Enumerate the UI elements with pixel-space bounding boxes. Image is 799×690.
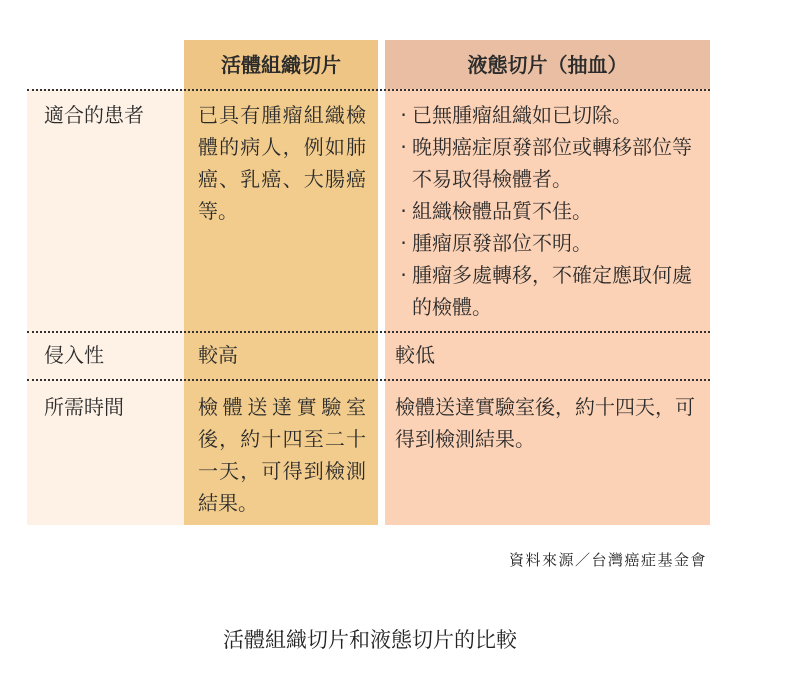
column-gap [378,379,385,525]
bullet-dot: · [400,199,407,223]
liquid-cell [385,89,710,331]
bullet-dot: · [400,135,407,159]
source-note: 資料來源／台灣癌症基金會 [508,551,707,569]
comparison-table [27,40,710,525]
list-item-text: 已無腫瘤組織如已切除。 [412,103,632,127]
column-gap [378,331,385,379]
list-item-text: 腫瘤原發部位不明。 [412,231,592,255]
table-row [27,379,710,525]
list-item-text: 腫瘤多處轉移，不確定應取何處的檢體。 [412,263,692,319]
row-divider [27,89,710,91]
row-divider [27,379,710,381]
figure-caption: 活體組織切片和液態切片的比較 [223,628,517,652]
column-gap [378,40,385,89]
table-header-row [27,40,710,89]
header-empty-cell [27,40,184,89]
list-item [395,227,700,259]
liquid-cell: 較低 [385,331,710,379]
list-item [395,195,700,227]
list-item-text: 組織檢體品質不佳。 [412,199,592,223]
table-row [27,331,710,379]
bullet-dot: · [400,231,407,255]
row-label: 侵入性 [27,331,184,379]
bullet-dot: · [400,103,407,127]
tissue-cell: 檢體送達實驗室後，約十四至二十一天，可得到檢測結果。 [184,379,378,525]
table-row [27,89,710,331]
column-gap [378,89,385,331]
row-divider [27,331,710,333]
bullet-dot: · [400,263,407,287]
row-label: 所需時間 [27,379,184,525]
list-item [395,99,700,131]
row-label: 適合的患者 [27,89,184,331]
list-item-text: 晚期癌症原發部位或轉移部位等不易取得檢體者。 [412,135,692,191]
header-tissue-biopsy: 活體組織切片 [184,40,378,89]
tissue-cell: 較高 [184,331,378,379]
liquid-cell: 檢體送達實驗室後，約十四天，可得到檢測結果。 [385,379,710,525]
header-liquid-biopsy: 液態切片（抽血） [385,40,710,89]
list-item [395,259,700,323]
tissue-cell: 已具有腫瘤組織檢體的病人，例如肺癌、乳癌、大腸癌等。 [184,89,378,331]
list-item [395,131,700,195]
